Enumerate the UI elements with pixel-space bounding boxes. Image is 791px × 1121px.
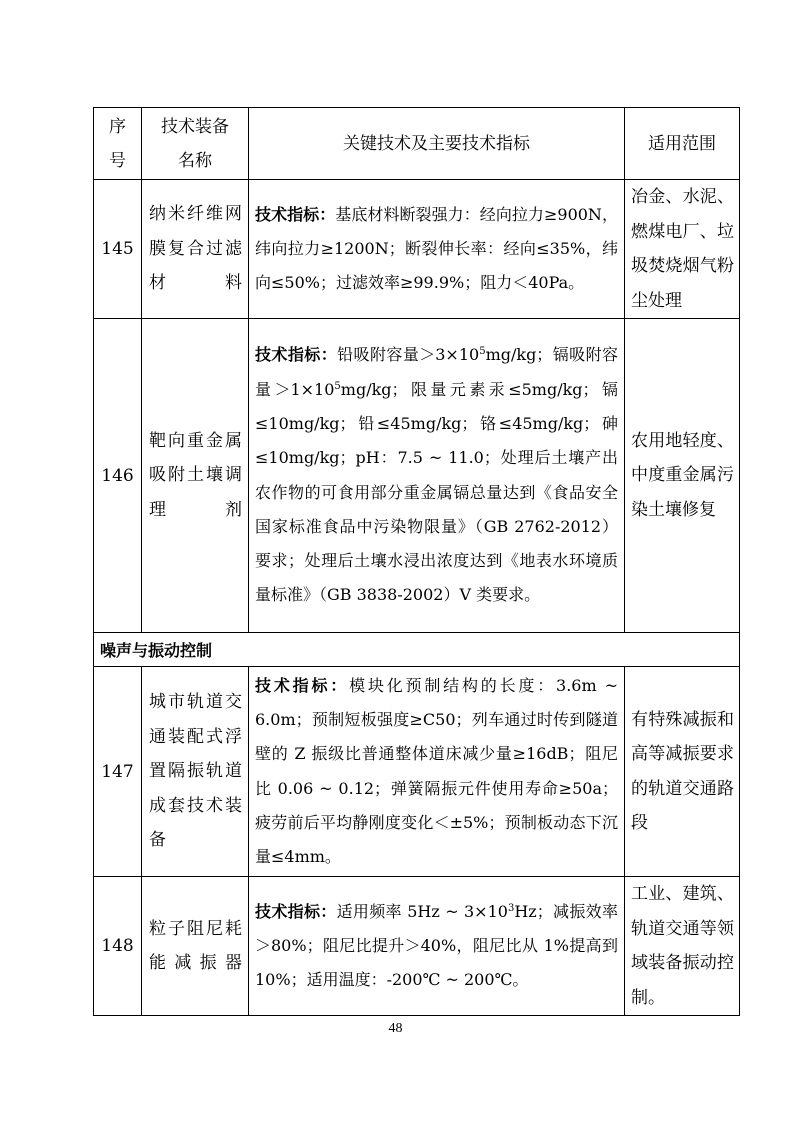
spec-text-b: Hz；减振效率＞80%；阻尼比提升＞40%，阻尼比从 1%提高到 10%；适用温度：-200℃ ~ 200℃。 — [255, 901, 618, 990]
row-number: 147 — [94, 667, 142, 877]
header-serial-line2: 号 — [109, 150, 126, 171]
equipment-name: 纳米纤维网膜复合过滤材料 — [142, 180, 249, 319]
section-header-row — [94, 633, 740, 667]
equipment-name: 粒子阻尼耗能减振器 — [142, 877, 249, 1016]
equipment-name: 城市轨道交通装配式浮置隔振轨道成套技术装备 — [142, 667, 249, 877]
spec-text: 基底材料断裂强力：经向拉力≥900N，纬向拉力≥1200N；断裂伸长率：经向≤35%，纬向≤50%；过滤效率≥99.9%；阻力＜40Pa。 — [255, 204, 618, 293]
technical-specs — [249, 667, 625, 877]
row-number: 148 — [94, 877, 142, 1016]
header-key-technology: 关键技术及主要技术指标 — [249, 108, 625, 180]
table-row — [94, 667, 740, 877]
table-row — [94, 180, 740, 319]
technology-table — [93, 107, 740, 1016]
header-scope: 适用范围 — [625, 108, 740, 180]
spec-text: 模块化预制结构的长度：3.6m ~ 6.0m；预制短板强度≥C50；列车通过时传到隧道壁的 Z 振级比普通整体道床减少量≥16dB；阻尼比 0.06 ~ 0.12；弹簧隔振元件使用寿命≥50a；疲劳前后平均静刚度变化＜±5%；预制板动态下沉量≤4mm。 — [255, 675, 618, 867]
table-header-row — [94, 108, 740, 180]
superscript: 5 — [479, 346, 486, 358]
application-scope: 农用地轻度、中度重金属污染土壤修复 — [625, 319, 740, 633]
technical-specs — [249, 877, 625, 1016]
row-number: 146 — [94, 319, 142, 633]
spec-keyword: 技术指标： — [255, 675, 350, 695]
technical-specs — [249, 180, 625, 319]
spec-keyword: 技术指标： — [255, 901, 337, 921]
spec-text-b: mg/kg；镉吸附容量＞1×10 — [255, 345, 618, 399]
spec-keyword: 技术指标： — [255, 204, 336, 224]
application-scope: 有特殊减振和高等减振要求的轨道交通路段 — [625, 667, 740, 877]
table-row — [94, 319, 740, 633]
header-name-line1: 技术装备 — [161, 116, 229, 137]
section-title: 噪声与振动控制 — [94, 633, 740, 667]
header-name-line2: 名称 — [178, 150, 212, 171]
technical-specs — [249, 319, 625, 633]
application-scope: 冶金、水泥、燃煤电厂、垃圾焚烧烟气粉尘处理 — [625, 180, 740, 319]
row-number: 145 — [94, 180, 142, 319]
spec-text-c: mg/kg；限量元素汞≤5mg/kg；镉≤10mg/kg；铅≤45mg/kg；铬≤45mg/kg；砷≤10mg/kg；pH：7.5 ~ 11.0；处理后土壤产出农作物的可食用部分重金属镉总量达到《食品安全国家标准食品中污染物限量》（GB 2762-2012）要求；处理后土壤水浸出浓度达到《地表水环境质量标准》（GB 3838-2002）V 类要求。 — [255, 379, 618, 605]
spec-text-a: 铅吸附容量＞3×10 — [337, 345, 480, 365]
superscript: 5 — [334, 380, 341, 392]
header-serial-line1: 序 — [109, 116, 126, 137]
header-serial-number — [94, 108, 142, 180]
spec-text-a: 适用频率 5Hz ~ 3×10 — [336, 901, 508, 921]
page-number: 48 — [388, 1021, 403, 1036]
header-equipment-name — [142, 108, 249, 180]
equipment-name: 靶向重金属吸附土壤调理剂 — [142, 319, 249, 633]
spec-keyword: 技术指标： — [255, 345, 338, 365]
superscript: 3 — [507, 902, 515, 914]
table-row — [94, 877, 740, 1016]
application-scope: 工业、建筑、轨道交通等领域装备振动控制。 — [625, 877, 740, 1016]
